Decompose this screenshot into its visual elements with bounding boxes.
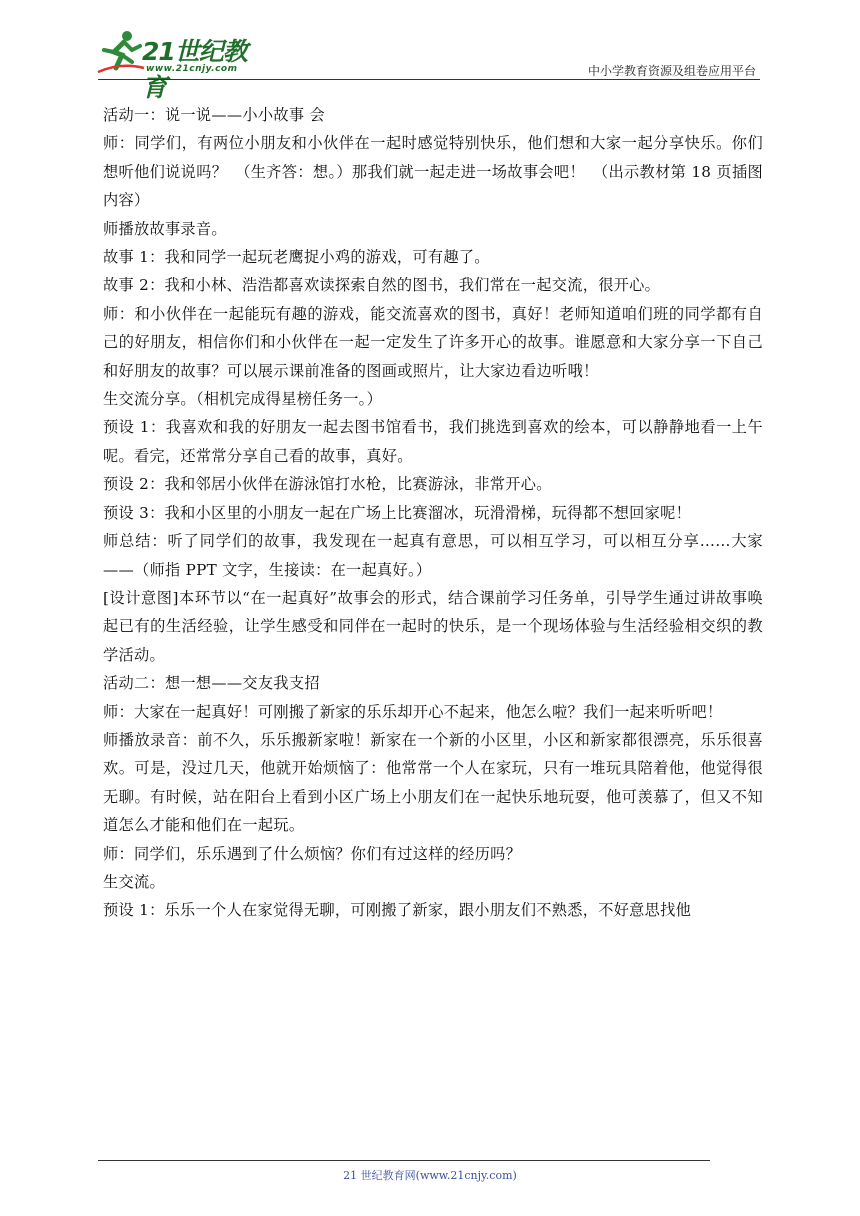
paragraph: 师播放录音：前不久，乐乐搬新家啦！新家在一个新的小区里，小区和新家都很漂亮，乐乐很喜欢。可是，没过几天，他就开始烦恼了：他常常一个人在家玩，只有一堆玩具陪着他，他觉得很无聊。有时候，站在阳台上看到小区广场上小朋友们在一起快乐地玩耍，他可羡慕了，但又不知道怎么才能和他们在一起玩。 (103, 730, 763, 835)
paragraph: 预设 2：我和邻居小伙伴在游泳馆打水枪，比赛游泳，非常开心。 (103, 475, 552, 494)
document-body (103, 101, 763, 925)
footer-divider (98, 1160, 710, 1161)
paragraph: 活动一：说一说——小小故事 会 (103, 106, 325, 124)
header-divider (98, 79, 760, 80)
paragraph: 生交流分享。（相机完成得星榜任务一。） (103, 390, 383, 409)
paragraph: 师：同学们，乐乐遇到了什么烦恼？你们有过这样的经历吗？ (103, 844, 522, 863)
paragraph: 故事 1：我和同学一起玩老鹰捉小鸡的游戏，可有趣了。 (103, 248, 490, 267)
paragraph: 师：大家在一起真好！可刚搬了新家的乐乐却开心不起来，他怎么啦？我们一起来听听吧！ (103, 702, 723, 721)
paragraph: 师总结：听了同学们的故事，我发现在一起真有意思，可以相互学习，可以相互分享……大家——（师指 PPT 文字，生接读：在一起真好。） (103, 532, 763, 579)
paragraph: 生交流。 (103, 872, 165, 891)
paragraph: 预设 3：我和小区里的小朋友一起在广场上比赛溜冰，玩滑滑梯，玩得都不想回家呢！ (103, 503, 692, 522)
paragraph: [设计意图]本环节以“在一起真好”故事会的形式，结合课前学习任务单，引导学生通过讲故事唤起已有的生活经验，让学生感受和同伴在一起时的快乐，是一个现场体验与生活经验相交织的教学活动。 (103, 588, 763, 664)
page-header (0, 0, 860, 102)
paragraph: 师播放故事录音。 (103, 219, 227, 238)
runner-logo-icon (96, 28, 146, 76)
paragraph: 活动二：想一想——交友我支招 (103, 674, 320, 693)
paragraph: 师：和小伙伴在一起能玩有趣的游戏，能交流喜欢的图书，真好！老师知道咱们班的同学都有自己的好朋友，相信你们和小伙伴在一起一定发生了许多开心的故事。谁愿意和大家分享一下自己和好朋友的故事？可以展示课前准备的图画或照片，让大家边看边听哦！ (103, 304, 763, 380)
platform-title: 中小学教育资源及组卷应用平台 (587, 64, 756, 78)
paragraph: 师：同学们，有两位小朋友和小伙伴在一起时感觉特别快乐，他们想和大家一起分享快乐。你们想听他们说说吗？ （生齐答：想。）那我们就一起走进一场故事会吧！ （出示教材第 18 页插图内容） (103, 134, 763, 210)
logo-url: www.21cnjy.com (146, 64, 238, 74)
paragraph: 预设 1：乐乐一个人在家觉得无聊，可刚搬了新家，跟小朋友们不熟悉，不好意思找他 (103, 901, 692, 920)
paragraph: 预设 1：我喜欢和我的好朋友一起去图书馆看书，我们挑选到喜欢的绘本，可以静静地看一上午呢。看完，还常常分享自己看的故事，真好。 (103, 418, 763, 465)
logo-text: 21世纪教育 (142, 37, 247, 102)
paragraph: 故事 2：我和小林、浩浩都喜欢读探索自然的图书，我们常在一起交流，很开心。 (103, 276, 661, 295)
footer-link[interactable]: 21 世纪教育网(www.21cnjy.com) (343, 1169, 517, 1182)
site-logo[interactable] (96, 28, 266, 102)
